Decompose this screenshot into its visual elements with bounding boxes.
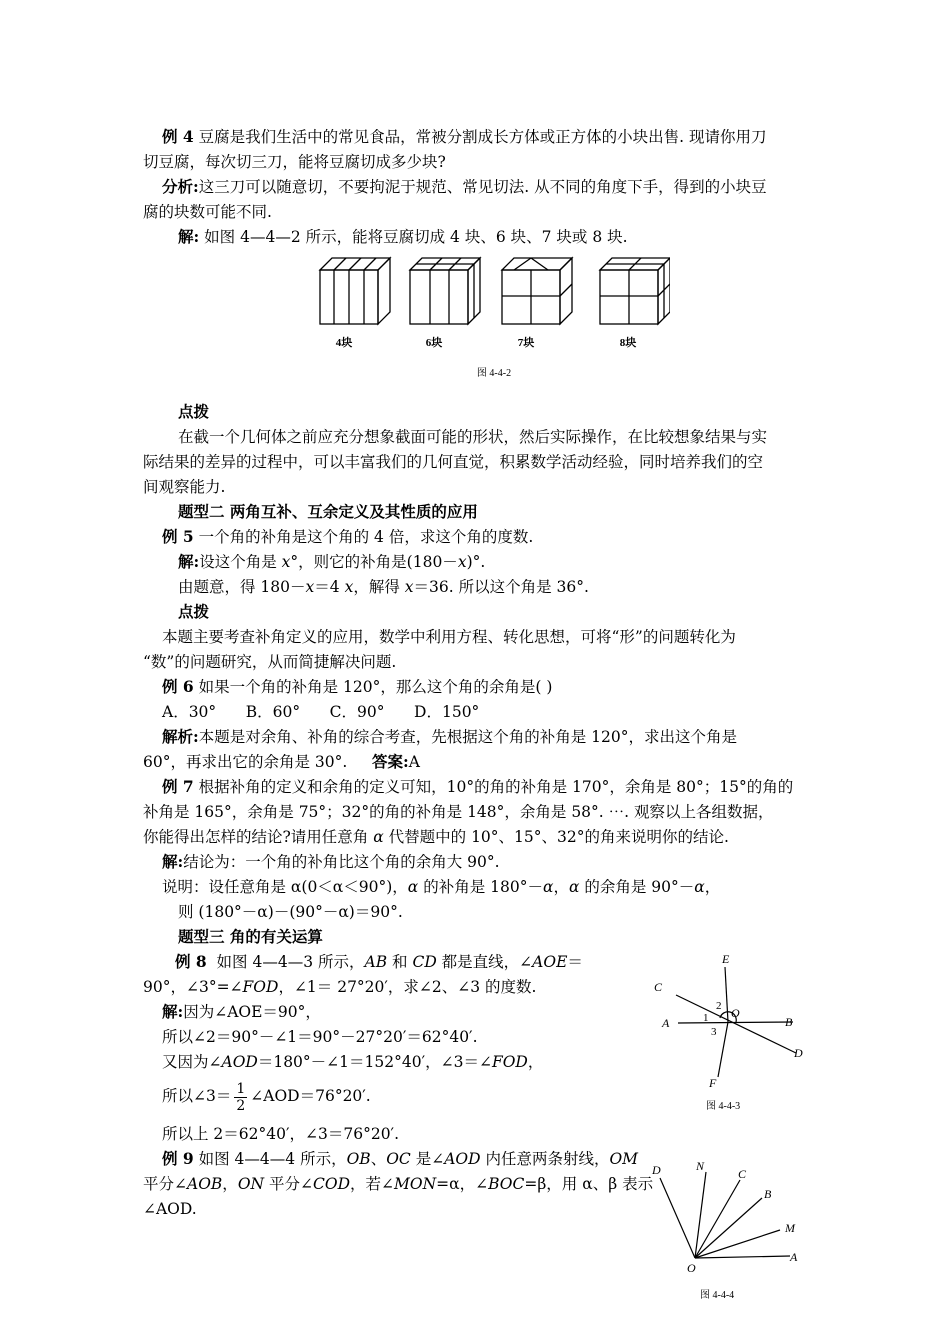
text-part: 所以∠3＝ [162,1087,232,1105]
var-alpha: α [407,878,419,896]
ex8-solution [162,1002,321,1022]
tip2-line2: “数”的问题研究，从而简捷解决问题. [143,653,397,671]
ray-OB: OB [346,1150,371,1168]
analysis-label: 解析: [162,727,199,746]
point-B: B [785,1015,793,1029]
angle-MON: MON [394,1175,437,1193]
text-part: °，则它的补角是(180－ [290,553,458,571]
text-part: ， [222,1175,238,1193]
text-part: 90°，∠3°=∠ [143,978,243,996]
angle-label-3: 3 [711,1026,717,1038]
var-x: x [281,553,291,571]
point-A: A [662,1016,670,1030]
ray-OM [695,1230,780,1258]
angle-COD: COD [313,1175,351,1193]
var-x: x [404,578,414,596]
ex4-analysis-line2: 腐的块数可能不同. [143,203,272,221]
ex7-then: 则 (180°－α)－(90°－α)＝90°. [178,903,403,921]
answer-label: 答案: [371,752,409,771]
solution-label: 解: [162,1002,184,1021]
angle-AOB: AOB [187,1175,223,1193]
fraction-half [234,1081,247,1114]
ray-OE [725,967,728,1022]
point-O: O [731,1006,740,1020]
tip1-line3: 间观察能力. [143,478,226,496]
fig-label-6: 6块 [425,337,443,349]
text-part: ，∠1＝ 27°20′，求∠2、∠3 的度数. [278,978,537,996]
ex6-analysis-line2 [143,752,420,772]
ex8-step4 [162,1076,371,1116]
cube-4-pieces [320,258,390,324]
ex9-label: 例 9 [162,1149,194,1168]
ex7-label: 例 7 [162,777,194,796]
point-O: O [687,1261,696,1275]
var-x: x [344,578,354,596]
ex9-line2 [143,1174,653,1194]
text-part: 代替题中的 10°、15°、32°的角来说明你的结论. [383,828,729,846]
point-A: A [790,1250,798,1264]
ex4-label: 例 4 [162,127,194,146]
ray-OA [695,1256,790,1258]
ex4-analysis [162,177,767,197]
text-part: 如图 4—4—3 所示， [216,953,365,971]
var-x: x [457,553,467,571]
angle-AOD: AOD [221,1053,258,1071]
text-part: ＝36. 所以这个角是 36°. [413,578,589,596]
point-M: M [785,1221,795,1235]
text-part: 平分∠ [143,1175,187,1193]
text-part: =α，∠ [436,1175,489,1193]
text-part: 、 [370,1150,387,1168]
solution-text: 因为∠AOE＝90°， [183,1003,321,1021]
tip2-line1: 本题主要考查补角定义的应用，数学中利用方程、转化思想，可将“形”的问题转化为 [162,628,736,646]
ex4-line2: 切豆腐，每次切三刀，能将豆腐切成多少块? [143,153,446,171]
text-part: 都是直线，∠ [436,953,533,971]
solution-label: 解: [178,552,200,571]
cube-6-pieces [410,258,480,324]
text-part: 说明：设任意角是 α(0＜α＜90°)， [162,878,408,896]
text-part: 由题意，得 180－ [178,578,306,596]
ex7-line1 [162,777,793,797]
tip1-title: 点拨 [178,402,210,421]
cube-8-pieces [600,258,670,324]
fig-label-8: 8块 [619,337,637,349]
ex5-solution [178,552,485,572]
var-alpha: α [542,878,554,896]
text-part: 内任意两条射线， [480,1150,610,1168]
angle-AOE: AOE [532,953,568,971]
var-x: x [305,578,315,596]
point-C: C [654,980,663,994]
ray-OD [660,1178,695,1258]
ray-OB [695,1198,762,1258]
text-part: 你能得出怎样的结论?请用任意角 [143,828,374,846]
analysis-label: 分析: [162,177,199,196]
ex5-question [162,527,533,547]
text-part: ，若∠ [350,1175,395,1193]
angle-label-1: 1 [703,1012,709,1024]
fig-caption: 图 4-4-3 [706,1101,741,1112]
text-part: ， [527,1053,544,1071]
ray-OF [718,1022,728,1077]
angle-BOC: BOC [488,1175,525,1193]
answer-value: A [408,753,420,771]
text-part: 又因为∠ [162,1053,222,1071]
text-part: ， [553,878,569,896]
fig-caption: 图 4-4-2 [476,368,512,379]
ex8-label: 例 8 [175,952,207,971]
ex6-label: 例 6 [162,677,194,696]
ray-OC: OC [386,1150,411,1168]
ex6-question-text: 如果一个角的补角是 120°，那么这个角的余角是( ) [198,678,553,696]
ex7-solution [162,852,500,872]
angle-label-2: 2 [716,1000,722,1012]
fig-caption: 图 4-4-4 [700,1290,735,1301]
ex4-solution [178,227,628,247]
tip1-line1: 在截一个几何体之前应充分想象截面可能的形状，然后实际操作，在比较想象结果与实 [178,428,768,446]
fraction-denominator: 2 [236,1097,246,1114]
point-C: C [738,1167,747,1181]
cube-7-pieces [502,258,572,324]
ray-ON [695,1172,706,1258]
var-alpha: α [694,878,705,896]
ex4-question-text: 豆腐是我们生活中的常见食品，常被分割成长方体或正方体的小块出售. 现请你用刀 [198,128,767,146]
analysis-text: 这三刀可以随意切，不要拘泥于规范、常见切法. 从不同的角度下手，得到的小块豆 [198,178,767,196]
ex9-line1 [162,1149,638,1169]
ex4-line1 [162,127,766,147]
point-B: B [764,1187,772,1201]
line-CD [676,995,796,1053]
angle-FOD: FOD [491,1053,528,1071]
point-F: F [709,1076,717,1090]
tip2-title: 点拨 [178,602,210,621]
ex7-text: 根据补角的定义和余角的定义可知，10°的角的补角是 170°，余角是 80°；15°的角的 [198,778,794,796]
ex7-line2: 补角是 165°，余角是 75°；32°的角的补角是 148°，余角是 58°. ⋯. 观察以上各组数据， [143,803,774,821]
angle-figure-444 [640,1150,810,1310]
ex5-solution-line2 [178,577,589,597]
text-part: ＝4 [314,578,345,596]
var-alpha: α [373,828,384,846]
solution-text: 如图 4—4—2 所示，能将豆腐切成 4 块、6 块、7 块或 8 块. [204,228,628,246]
ex8-line2 [143,977,536,997]
line-AB [678,1022,793,1023]
tip1-line2: 际结果的差异的过程中，可以丰富我们的几何直觉，积累数学活动经验，同时培养我们的空 [143,453,764,471]
point-D: D [794,1046,803,1060]
ex6-options: A．30° B．60° C．90° D．150° [162,703,480,721]
ex5-question-text: 一个角的补角是这个角的 4 倍，求这个角的度数. [198,528,534,546]
ex5-label: 例 5 [162,527,194,546]
solution-label: 解: [178,227,200,246]
fig-label-7: 7块 [517,337,535,349]
line-AB: AB [364,953,388,971]
ex8-step5: 所以上 2＝62°40′，∠3＝76°20′. [162,1125,399,1143]
line-CD: CD [412,953,437,971]
solution-label: 解: [162,852,184,871]
var-alpha: α [568,878,580,896]
text-part: 是∠ [410,1150,445,1168]
type2-heading: 题型二 两角互补、互余定义及其性质的应用 [178,502,478,521]
text-part: ＝ [567,953,583,971]
ex7-note [162,877,720,897]
text-part: )°. [466,553,486,571]
text-part: ＝180°－∠1＝152°40′，∠3＝∠ [257,1053,492,1071]
text-part: 平分∠ [264,1175,314,1193]
ex8-step3 [162,1052,543,1072]
point-E: E [722,952,730,966]
text-part: 如图 4—4—4 所示， [198,1150,347,1168]
ray-ON: ON [237,1175,265,1193]
angle-AOD: AOD [444,1150,481,1168]
point-D: D [652,1163,661,1177]
analysis-text: 60°，再求出它的余角是 30°. [143,753,348,771]
ex8-step2: 所以∠2＝90°－∠1＝90°－27°20′＝62°40′. [162,1028,478,1046]
text-part: 设这个角是 [199,553,282,571]
analysis-text: 本题是对余角、补角的综合考查，先根据这个角的补角是 120°，求出这个角是 [198,728,737,746]
text-part: ∠AOD＝76°20′. [250,1087,371,1105]
angle-FOD: FOD [242,978,279,996]
point-N: N [696,1159,705,1173]
angle-figure-443 [648,945,818,1120]
text-part: =β，用 α、β 表示 [524,1175,654,1193]
text-part: 和 [387,953,413,971]
ex8-line1 [175,952,583,972]
ray-OM: OM [609,1150,639,1168]
text-part: ，解得 [353,578,405,596]
type3-heading: 题型三 角的有关运算 [178,927,323,946]
tofu-cut-figure [310,250,670,385]
ex9-line3: ∠AOD. [143,1200,197,1218]
text-part: 的余角是 90°－ [579,878,695,896]
ex6-question [162,677,552,697]
text-part: 的补角是 180°－ [418,878,543,896]
fraction-numerator: 1 [236,1080,246,1097]
text-part: ， [704,878,721,896]
ray-OC [695,1180,740,1258]
ex7-line3 [143,827,729,847]
fig-label-4: 4块 [335,337,353,349]
solution-text: 结论为：一个角的补角比这个角的余角大 90°. [183,853,500,871]
ex6-analysis [162,727,737,747]
